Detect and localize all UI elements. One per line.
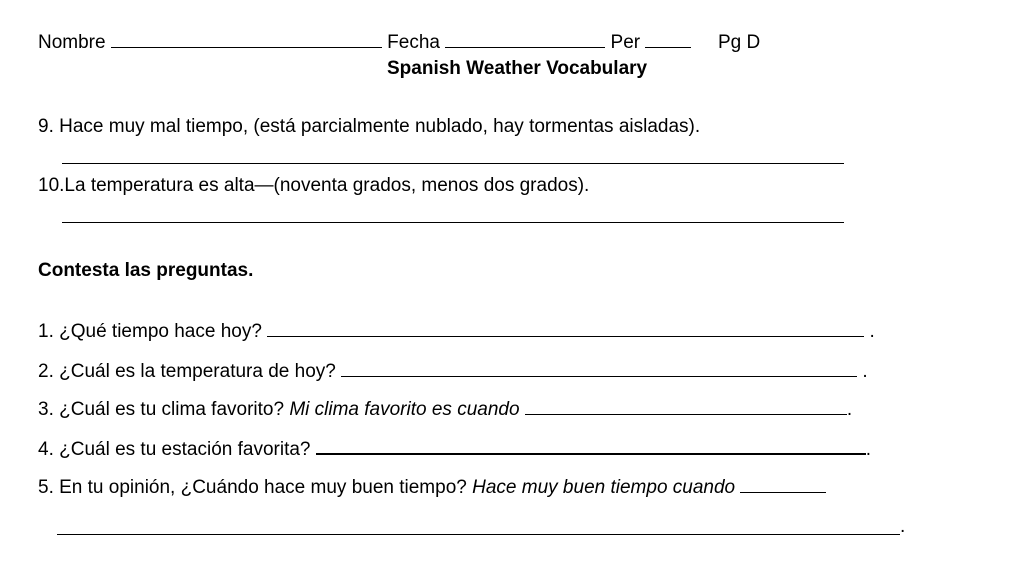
question-1 <box>38 320 875 343</box>
item-9-text: 9. Hace muy mal tiempo, (está parcialmente nublado, hay tormentas aisladas). <box>38 116 701 137</box>
question-2-blank[interactable] <box>341 360 857 377</box>
question-1-prompt: 1. ¿Qué tiempo hace hoy? <box>38 321 262 342</box>
question-1-blank[interactable] <box>267 320 864 337</box>
question-2 <box>38 360 868 383</box>
question-3-prompt: 3. ¿Cuál es tu clima favorito? <box>38 399 285 420</box>
page-label: Pg D <box>717 32 761 53</box>
question-3-italic: Mi clima favorito es cuando <box>289 399 520 420</box>
question-5-prompt: 5. En tu opinión, ¿Cuándo hace muy buen tiempo? <box>38 477 467 498</box>
item-10-answer-line[interactable] <box>62 222 844 223</box>
question-5 <box>38 476 826 499</box>
section-heading: Contesta las preguntas. <box>38 260 254 281</box>
question-5-blank[interactable] <box>740 476 826 493</box>
question-4-prompt: 4. ¿Cuál es tu estación favorita? <box>38 439 311 460</box>
question-4-end: . <box>865 439 872 460</box>
question-2-prompt: 2. ¿Cuál es la temperatura de hoy? <box>38 361 336 382</box>
question-5-answer-line[interactable] <box>57 534 900 535</box>
item-10-text: 10.La temperatura es alta—(noventa grados, menos dos grados). <box>38 175 590 196</box>
nombre-blank[interactable] <box>111 31 382 48</box>
final-line-end: . <box>900 516 906 537</box>
question-5-italic: Hace muy buen tiempo cuando <box>472 477 736 498</box>
question-1-end: . <box>864 321 875 342</box>
header-line <box>38 31 760 54</box>
page-title: Spanish Weather Vocabulary <box>387 58 648 79</box>
nombre-label: Nombre <box>38 32 106 53</box>
question-3-end: . <box>846 399 853 420</box>
fecha-blank[interactable] <box>445 31 605 48</box>
question-3 <box>38 398 852 421</box>
item-9-answer-line[interactable] <box>62 163 844 164</box>
per-blank[interactable] <box>645 31 691 48</box>
question-4 <box>38 437 871 461</box>
question-4-blank[interactable] <box>316 437 866 455</box>
fecha-label: Fecha <box>387 32 440 53</box>
per-label: Per <box>610 32 641 53</box>
question-2-end: . <box>857 361 868 382</box>
question-3-blank[interactable] <box>525 398 847 415</box>
